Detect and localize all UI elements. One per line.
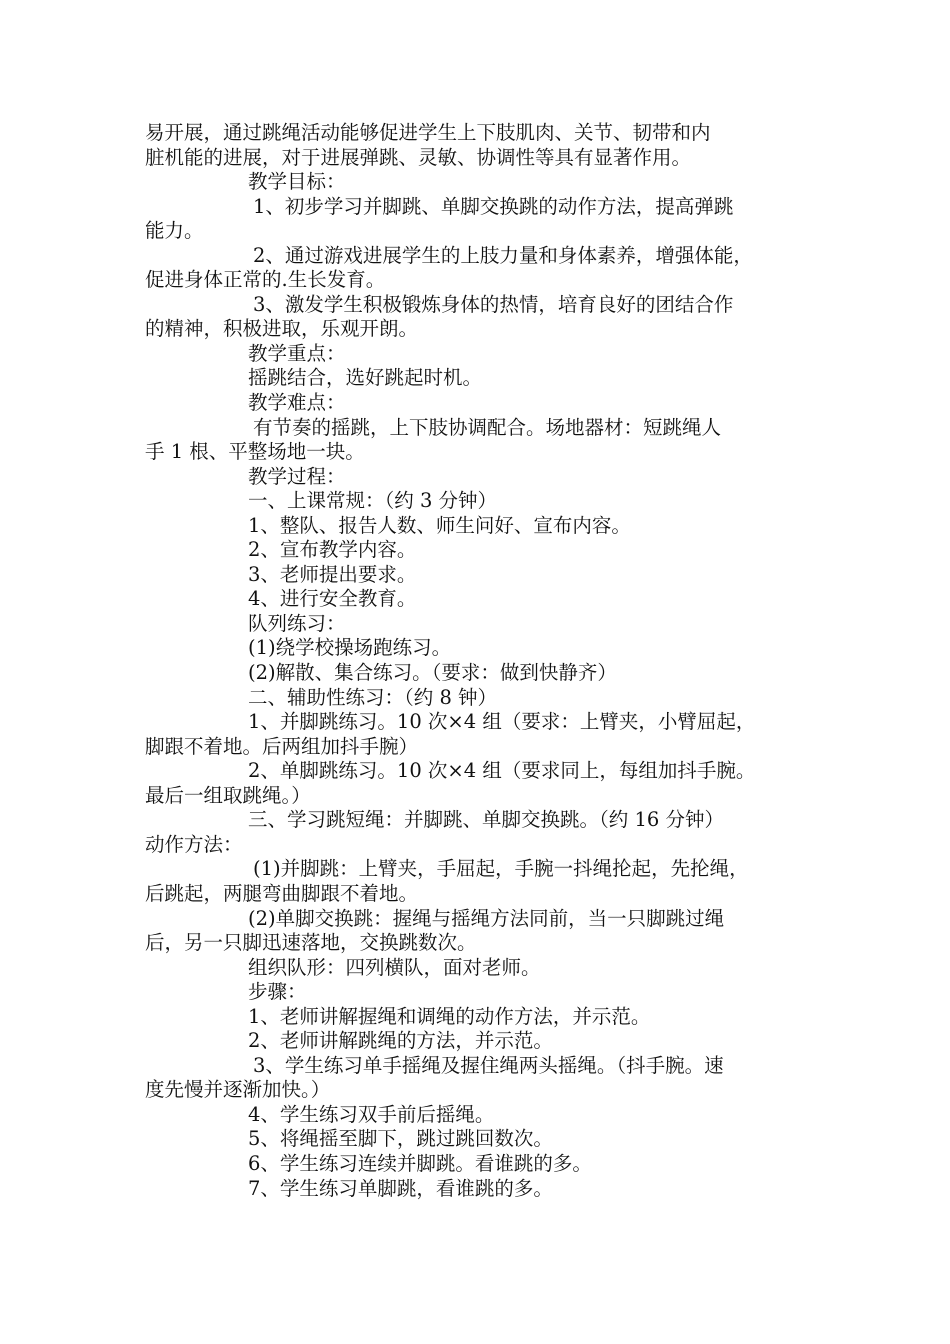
paragraph-line: 手 1 根、平整场地一块。	[145, 440, 365, 464]
paragraph-line: (1)并脚跳：上臂夹，手屈起，手腕一抖绳抡起，先抡绳，	[253, 857, 749, 881]
paragraph-line: 度先慢并逐渐加快。）	[145, 1078, 331, 1102]
paragraph-line: 3、老师提出要求。	[248, 562, 417, 586]
document-body	[145, 121, 825, 1201]
paragraph-line: 后跳起，两腿弯曲脚跟不着地。	[145, 881, 419, 905]
paragraph-line: 6、学生练习连续并脚跳。看谁跳的多。	[248, 1151, 592, 1175]
paragraph-line: 的精神，积极进取，乐观开朗。	[145, 317, 419, 341]
paragraph-line: 二、辅助性练习：（约 8 钟）	[248, 685, 498, 709]
paragraph-line: 脏机能的进展，对于进展弹跳、灵敏、协调性等具有显著作用。	[145, 145, 692, 169]
paragraph-line: 2、通过游戏进展学生的上肢力量和身体素养，增强体能，	[253, 243, 753, 267]
paragraph-line: 2、单脚跳练习。10 次×4 组（要求同上，每组加抖手腕。	[248, 759, 756, 783]
paragraph-line: 1、初步学习并脚跳、单脚交换跳的动作方法，提高弹跳	[253, 194, 734, 218]
paragraph-line: 能力。	[145, 219, 204, 243]
paragraph-line: 教学难点：	[248, 391, 346, 415]
paragraph-line: (1)绕学校操场跑练习。	[248, 636, 452, 660]
paragraph-line: 4、学生练习双手前后摇绳。	[248, 1102, 495, 1126]
paragraph-line: 易开展，通过跳绳活动能够促进学生上下肢肌肉、关节、韧带和内	[145, 121, 711, 144]
paragraph-line: 三、学习跳短绳：并脚跳、单脚交换跳。（约 16 分钟）	[248, 808, 724, 832]
paragraph-line: 教学目标：	[248, 170, 346, 194]
paragraph-line: 1、老师讲解握绳和调绳的动作方法，并示范。	[248, 1004, 651, 1028]
paragraph-line: 1、整队、报告人数、师生问好、宣布内容。	[248, 513, 631, 537]
paragraph-line: (2)解散、集合练习。（要求：做到快静齐）	[248, 661, 617, 685]
paragraph-line: 3、激发学生积极锻炼身体的热情，培育良好的团结合作	[253, 292, 734, 316]
paragraph-line: 5、将绳摇至脚下，跳过跳回数次。	[248, 1127, 553, 1151]
paragraph-line: 4、进行安全教育。	[248, 587, 417, 611]
paragraph-line: 脚跟不着地。后两组加抖手腕）	[145, 734, 419, 758]
paragraph-line: 组织队形：四列横队，面对老师。	[248, 955, 541, 979]
paragraph-line: 2、老师讲解跳绳的方法，并示范。	[248, 1029, 553, 1053]
paragraph-line: 步骤：	[248, 980, 307, 1004]
paragraph-line: (2)单脚交换跳：握绳与摇绳方法同前，当一只脚跳过绳	[248, 906, 725, 930]
paragraph-line: 队列练习：	[248, 611, 346, 635]
paragraph-line: 后，另一只脚迅速落地，交换跳数次。	[145, 931, 477, 955]
paragraph-line: 教学过程：	[248, 464, 346, 488]
paragraph-line: 2、宣布教学内容。	[248, 538, 417, 562]
paragraph-line: 有节奏的摇跳，上下肢协调配合。场地器材：短跳绳人	[253, 415, 722, 439]
paragraph-line: 最后一组取跳绳。）	[145, 783, 311, 807]
paragraph-line: 摇跳结合，选好跳起时机。	[248, 366, 483, 390]
paragraph-line: 一、上课常规：（约 3 分钟）	[248, 489, 498, 513]
paragraph-line: 3、学生练习单手摇绳及握住绳两头摇绳。（抖手腕。速	[253, 1053, 724, 1077]
paragraph-line: 教学重点：	[248, 341, 346, 365]
paragraph-line: 动作方法：	[145, 832, 243, 856]
paragraph-line: 促进身体正常的.生长发育。	[145, 268, 386, 292]
paragraph-line: 1、并脚跳练习。10 次×4 组（要求：上臂夹，小臂屈起，	[248, 710, 756, 734]
paragraph-line: 7、学生练习单脚跳，看谁跳的多。	[248, 1176, 553, 1200]
